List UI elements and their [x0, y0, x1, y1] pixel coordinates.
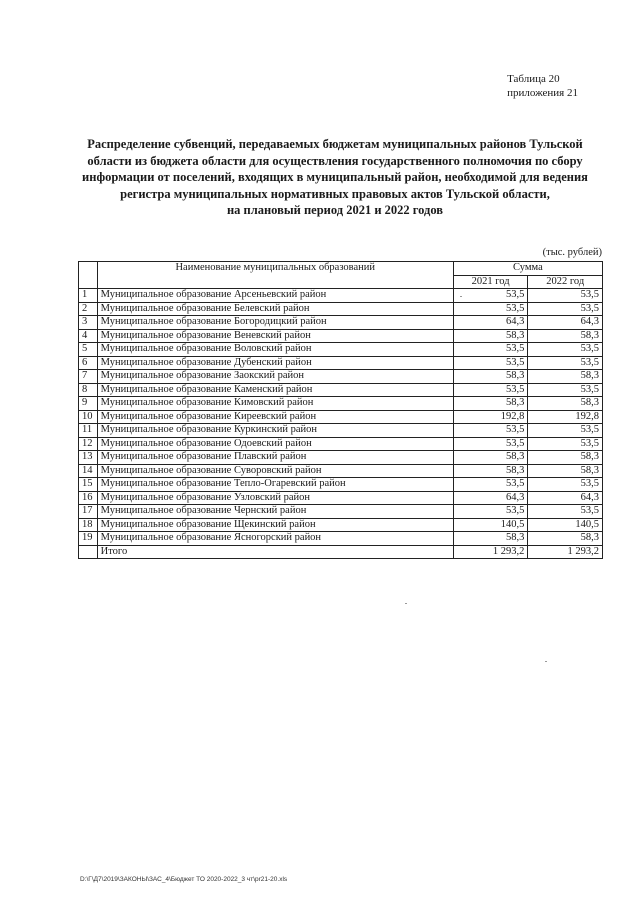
table-row — [79, 289, 603, 303]
row-value-2021: 140,5 — [453, 518, 528, 532]
row-value-2022: 53,5 — [528, 302, 603, 316]
title-line: информации от поселений, входящих в муниципальный район, необходимой для ведения — [82, 170, 588, 184]
row-value-2021: 58,3 — [453, 464, 528, 478]
row-municipality: Муниципальное образование Плавский район — [97, 451, 453, 465]
table-row — [79, 451, 603, 465]
row-number: 1 — [79, 289, 98, 303]
table-row — [79, 410, 603, 424]
table-row — [79, 329, 603, 343]
row-municipality: Муниципальное образование Воловский район — [97, 343, 453, 357]
row-value-2022: 53,5 — [528, 478, 603, 492]
row-value-2021: 53,5 — [453, 343, 528, 357]
row-value-2021: 58,3 — [453, 532, 528, 546]
scan-speck — [460, 296, 462, 297]
row-municipality: Муниципальное образование Арсеньевский район — [97, 289, 453, 303]
row-municipality: Муниципальное образование Ясногорский район — [97, 532, 453, 546]
row-value-2022: 58,3 — [528, 451, 603, 465]
title-line: Распределение субвенций, передаваемых бюджетам муниципальных районов Тульской — [87, 137, 583, 151]
row-municipality: Муниципальное образование Киреевский район — [97, 410, 453, 424]
table-row — [79, 505, 603, 519]
title-line: на плановый период 2021 и 2022 годов — [226, 203, 444, 217]
row-value-2022: 53,5 — [528, 437, 603, 451]
table-row — [79, 383, 603, 397]
row-value-2021: 53,5 — [453, 302, 528, 316]
row-value-2022: 58,3 — [528, 397, 603, 411]
row-municipality: Муниципальное образование Каменский район — [97, 383, 453, 397]
total-row — [79, 545, 603, 559]
total-number-cell — [79, 545, 98, 559]
row-value-2021: 53,5 — [453, 289, 528, 303]
table-row — [79, 491, 603, 505]
header-name: Наименование муниципальных образований — [97, 262, 453, 289]
row-number: 2 — [79, 302, 98, 316]
row-number: 9 — [79, 397, 98, 411]
row-value-2021: 58,3 — [453, 451, 528, 465]
total-value-2022: 1 293,2 — [528, 545, 603, 559]
row-value-2022: 58,3 — [528, 464, 603, 478]
row-value-2021: 58,3 — [453, 329, 528, 343]
row-value-2022: 53,5 — [528, 383, 603, 397]
table-row — [79, 464, 603, 478]
header-number-cell — [79, 262, 98, 289]
row-number: 8 — [79, 383, 98, 397]
row-value-2022: 53,5 — [528, 505, 603, 519]
row-number: 16 — [79, 491, 98, 505]
row-number: 19 — [79, 532, 98, 546]
table-row — [79, 478, 603, 492]
table-row — [79, 343, 603, 357]
row-number: 13 — [79, 451, 98, 465]
row-value-2021: 53,5 — [453, 505, 528, 519]
row-value-2021: 58,3 — [453, 370, 528, 384]
table-row — [79, 356, 603, 370]
table-row — [79, 370, 603, 384]
row-number: 5 — [79, 343, 98, 357]
row-value-2021: 58,3 — [453, 397, 528, 411]
total-label: Итого — [97, 545, 453, 559]
row-municipality: Муниципальное образование Узловский район — [97, 491, 453, 505]
row-number: 12 — [79, 437, 98, 451]
row-value-2021: 64,3 — [453, 316, 528, 330]
row-municipality: Муниципальное образование Тепло-Огаревский район — [97, 478, 453, 492]
row-value-2022: 140,5 — [528, 518, 603, 532]
row-number: 14 — [79, 464, 98, 478]
appendix-number: приложения 21 — [507, 87, 578, 99]
row-municipality: Муниципальное образование Суворовский район — [97, 464, 453, 478]
row-number: 3 — [79, 316, 98, 330]
row-number: 4 — [79, 329, 98, 343]
table-reference — [507, 72, 578, 100]
table-row — [79, 437, 603, 451]
row-number: 6 — [79, 356, 98, 370]
table-row — [79, 532, 603, 546]
table-row — [79, 518, 603, 532]
row-municipality: Муниципальное образование Белевский район — [97, 302, 453, 316]
subsidy-table — [78, 261, 603, 559]
table-number: Таблица 20 — [507, 73, 560, 85]
row-number: 18 — [79, 518, 98, 532]
units-label: (тыс. рублей) — [542, 247, 602, 258]
row-number: 7 — [79, 370, 98, 384]
row-value-2021: 64,3 — [453, 491, 528, 505]
row-value-2022: 53,5 — [528, 289, 603, 303]
row-municipality: Муниципальное образование Кимовский район — [97, 397, 453, 411]
table-row — [79, 397, 603, 411]
total-value-2021: 1 293,2 — [453, 545, 528, 559]
row-value-2021: 53,5 — [453, 437, 528, 451]
table-row — [79, 424, 603, 438]
row-value-2022: 192,8 — [528, 410, 603, 424]
table-row — [79, 316, 603, 330]
page-title — [70, 136, 600, 219]
row-number: 17 — [79, 505, 98, 519]
header-year-2021: 2021 год — [453, 275, 528, 289]
row-value-2021: 53,5 — [453, 478, 528, 492]
row-municipality: Муниципальное образование Куркинский район — [97, 424, 453, 438]
row-number: 15 — [79, 478, 98, 492]
row-value-2021: 192,8 — [453, 410, 528, 424]
row-value-2022: 64,3 — [528, 316, 603, 330]
title-line: области из бюджета области для осуществления государственного полномочия по сбору — [87, 153, 583, 168]
row-municipality: Муниципальное образование Заокский район — [97, 370, 453, 384]
row-value-2021: 53,5 — [453, 383, 528, 397]
row-municipality: Муниципальное образование Чернский район — [97, 505, 453, 519]
header-year-2022: 2022 год — [528, 275, 603, 289]
title-line: регистра муниципальных нормативных правовых актов Тульской области, — [120, 186, 550, 201]
row-number: 11 — [79, 424, 98, 438]
row-value-2022: 58,3 — [528, 329, 603, 343]
row-value-2022: 64,3 — [528, 491, 603, 505]
row-value-2022: 58,3 — [528, 532, 603, 546]
file-path-footer: D:\Г\Д7\2019\ЗАКОНЫ\ЗАС_4\Бюджет ТО 2020-2022_3 чт\pr21-20.xls — [80, 876, 288, 883]
row-value-2021: 53,5 — [453, 356, 528, 370]
row-municipality: Муниципальное образование Дубенский район — [97, 356, 453, 370]
row-value-2022: 53,5 — [528, 356, 603, 370]
row-municipality: Муниципальное образование Веневский район — [97, 329, 453, 343]
scan-speck — [545, 661, 547, 662]
row-number: 10 — [79, 410, 98, 424]
row-value-2021: 53,5 — [453, 424, 528, 438]
scan-speck — [405, 603, 407, 604]
row-value-2022: 53,5 — [528, 343, 603, 357]
row-value-2022: 58,3 — [528, 370, 603, 384]
row-value-2022: 53,5 — [528, 424, 603, 438]
table-row — [79, 302, 603, 316]
row-municipality: Муниципальное образование Щекинский район — [97, 518, 453, 532]
row-municipality: Муниципальное образование Одоевский район — [97, 437, 453, 451]
header-sum: Сумма — [453, 262, 602, 276]
row-municipality: Муниципальное образование Богородицкий район — [97, 316, 453, 330]
